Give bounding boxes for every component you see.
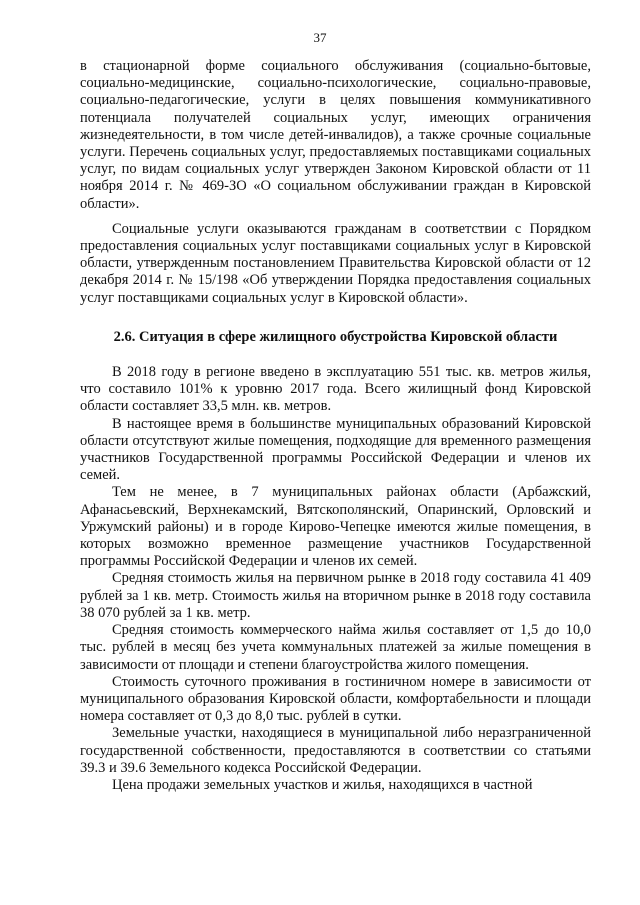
paragraph-rent-cost: Средняя стоимость коммерческого найма жилья составляет от 1,5 до 10,0 тыс. рублей в месяц без учета коммунальных платежей за жилые помещения в зависимости от площади и степени благоустройства жилого помещения. (80, 622, 591, 673)
paragraph-sale-price: Цена продажи земельных участков и жилья, находящихся в частной (112, 776, 533, 793)
section-heading: 2.6. Ситуация в сфере жилищного обустройства Кировской области (113, 328, 558, 345)
paragraph-hotel-cost: Стоимость суточного проживания в гостиничном номере в зависимости от муниципального образования Кировской области, комфортабельности и площади номера составляет от 0,3 до 8,0 тыс. рублей в сутки. (80, 673, 591, 725)
paragraph-housing-prices: Средняя стоимость жилья на первичном рынке в 2018 году составила 41 409 рублей за 1 кв. метр. Стоимость жилья на вторичном рынке в 2018 году составила 38 070 рублей за 1 кв. метр. (80, 570, 591, 621)
paragraph-land-plots: Земельные участки, находящиеся в муниципальной либо неразграниченной государственной собственности, предоставляются в соответствии со статьями 39.3 и 39.6 Земельного кодекса Российской Федерации. (80, 725, 591, 776)
page-number: 37 (313, 30, 327, 45)
paragraph-districts-with-housing: Тем не менее, в 7 муниципальных районах области (Арбажский, Афанасьевский, Верхнекамский, Вятскополянский, Опаринский, Орловский и Уржумский районы) и в городе Кирово-Чепецке имеются жилые помещения, в которых возможно временное размещение участников Государственной программы Российской Федерации и членов их семей. (80, 484, 591, 570)
paragraph-social-services-list: в стационарной форме социального обслуживания (социально-бытовые, социально-медицинские, социально-психологические, социально-правовые, социально-педагогические, услуги в целях повышения коммуникативного потенциала получателей социальных услуг, имеющих ограничения жизнедеятельности, в том числе детей-инвалидов), а также срочные социальные услуги. Перечень социальных услуг, предоставляемых поставщиками социальных услуг, по видам социальных услуг утвержден Законом Кировской области от 11 ноября 2014 г. № 469-ЗО «О социальном обслуживании граждан в Кировской области». (80, 58, 591, 212)
paragraph-social-services-order: Социальные услуги оказываются гражданам в соответствии с Порядком предоставления социальных услуг поставщиками социальных услуг в Кировской области, утвержденным постановлением Правительства Кировской области от 12 декабря 2014 г. № 15/198 «Об утверждении Порядка предоставления социальных услуг поставщиками социальных услуг в Кировской области». (80, 220, 591, 306)
paragraph-housing-commissioned: В 2018 году в регионе введено в эксплуатацию 551 тыс. кв. метров жилья, что составило 101% к уровню 2017 года. Всего жилищный фонд Кировской области составляет 33,5 млн. кв. метров. (80, 364, 591, 415)
document-body (80, 58, 591, 794)
paragraph-no-temporary-housing: В настоящее время в большинстве муниципальных образований Кировской области отсутствуют жилые помещения, подходящие для временного размещения участников Государственной программы Российской Федерации и членов их семей. (80, 415, 591, 484)
